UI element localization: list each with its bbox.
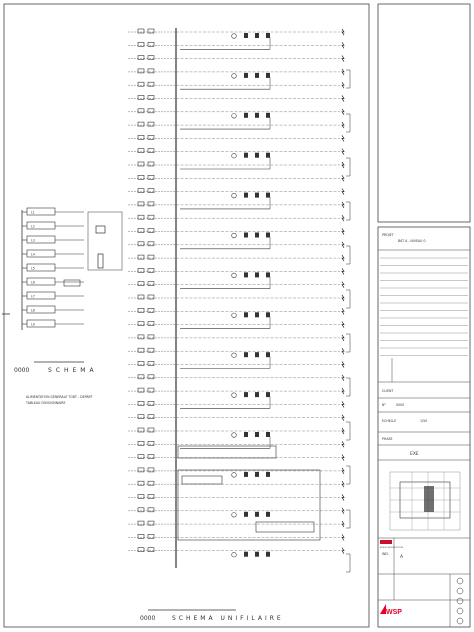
- group-bracket: [346, 290, 350, 308]
- breaker: [244, 153, 248, 158]
- breaker: [266, 153, 270, 158]
- breaker: [266, 432, 270, 437]
- protection-device: [232, 34, 237, 39]
- left-feeder: [22, 222, 84, 229]
- circuit-end-mark: [342, 335, 344, 341]
- circuit-row: [128, 149, 344, 158]
- key-plan-highlight: [424, 486, 434, 512]
- left-feeder-label: L7: [31, 294, 35, 299]
- upper-caption-prefix: 0000: [14, 367, 30, 374]
- scale-value: 1/50: [420, 419, 428, 423]
- circuit-row: [128, 109, 344, 118]
- circuit-end-mark: [342, 96, 344, 102]
- breaker: [266, 352, 270, 357]
- protection-device: [232, 233, 237, 238]
- breaker: [255, 73, 259, 78]
- client-label: CLIENT: [382, 389, 394, 393]
- group-bracket: [346, 246, 350, 264]
- drawing-no-label: N°: [382, 403, 386, 407]
- circuit-row: [128, 455, 344, 461]
- circuit-end-mark: [342, 322, 344, 328]
- group-bracket: [346, 554, 350, 572]
- breaker: [266, 312, 270, 317]
- circuit-row: [128, 348, 344, 357]
- circuit-row: [128, 237, 344, 249]
- protection-device: [232, 393, 237, 398]
- protection-device: [232, 513, 237, 518]
- circuit-end-mark: [342, 149, 344, 155]
- circuit-row: [128, 189, 344, 198]
- left-feeder-label: L6: [31, 280, 35, 285]
- company-logo: WSP: [386, 609, 402, 616]
- circuit-row: [128, 548, 344, 557]
- circuit-row: [128, 56, 344, 62]
- left-feeder: [22, 278, 84, 285]
- circuit-end-mark: [342, 548, 344, 554]
- circuit-row: [128, 495, 344, 501]
- circuit-row: [128, 255, 344, 261]
- protection-device: [232, 433, 237, 438]
- group-bracket: [346, 378, 350, 396]
- circuit-end-mark: [342, 495, 344, 501]
- breaker: [244, 272, 248, 277]
- group-bracket: [346, 158, 350, 176]
- circuit-end-mark: [342, 229, 344, 235]
- breaker: [255, 153, 259, 158]
- left-feeder-label: L4: [31, 252, 35, 257]
- group-bracket: [346, 510, 350, 528]
- protection-device: [232, 193, 237, 198]
- breaker: [255, 113, 259, 118]
- circuit-end-mark: [342, 388, 344, 394]
- breaker: [244, 392, 248, 397]
- circuit-end-mark: [342, 401, 344, 407]
- breaker: [255, 312, 259, 317]
- protection-device: [232, 473, 237, 478]
- circuit-row: [128, 157, 344, 169]
- circuit-end-mark: [342, 42, 344, 48]
- circuit-end-mark: [342, 481, 344, 487]
- revision-circle: [457, 578, 463, 584]
- protection-device: [232, 74, 237, 79]
- circuit-row: [128, 29, 344, 38]
- sub-panel-d: [256, 522, 314, 532]
- circuit-row: [128, 135, 344, 141]
- circuit-row: [128, 388, 344, 397]
- circuit-row: [128, 468, 344, 477]
- protection-device: [232, 313, 237, 318]
- circuit-end-mark: [342, 534, 344, 540]
- protection-device: [232, 114, 237, 119]
- circuit-row: [128, 396, 344, 408]
- circuit-row: [128, 268, 344, 277]
- circuit-end-mark: [342, 69, 344, 75]
- project-label: PROJET: [382, 233, 394, 237]
- breaker: [266, 113, 270, 118]
- breaker: [255, 272, 259, 277]
- protection-device: [232, 273, 237, 278]
- key-plan: [390, 472, 460, 530]
- stamp-text: BON POUR EXECUTION: [380, 547, 403, 549]
- revision-circle: [457, 618, 463, 624]
- breaker: [266, 552, 270, 557]
- meter-icon: [98, 254, 103, 268]
- group-bracket: [346, 202, 350, 220]
- left-feeder: [22, 292, 84, 299]
- circuit-end-mark: [342, 348, 344, 354]
- breaker: [266, 33, 270, 38]
- circuit-end-mark: [342, 428, 344, 434]
- circuit-end-mark: [342, 282, 344, 288]
- sub-panel-c: [182, 476, 222, 484]
- drawing-frame: [4, 4, 369, 627]
- circuit-end-mark: [342, 441, 344, 447]
- left-feeder-label: L1: [31, 210, 35, 215]
- breaker: [266, 73, 270, 78]
- circuit-end-mark: [342, 508, 344, 514]
- left-distribution-board: [22, 208, 84, 327]
- breaker: [255, 352, 259, 357]
- circuit-end-mark: [342, 415, 344, 421]
- phase-label: PHASE: [382, 437, 393, 441]
- project-ref: BAT A - NIVEAU 0: [398, 239, 426, 243]
- circuit-end-mark: [342, 468, 344, 474]
- approval-stamp: [380, 540, 392, 544]
- sub-panel-a: [178, 446, 276, 458]
- breaker: [255, 512, 259, 517]
- circuit-end-mark: [342, 362, 344, 368]
- circuit-row: [128, 436, 344, 448]
- circuit-end-mark: [342, 308, 344, 314]
- circuit-row: [128, 534, 344, 540]
- breaker: [244, 432, 248, 437]
- protection-device: [232, 153, 237, 158]
- breaker: [255, 33, 259, 38]
- breaker: [266, 233, 270, 238]
- circuit-row: [128, 175, 344, 181]
- circuit-row: [128, 415, 344, 421]
- circuit-row: [128, 96, 344, 102]
- note-line-2: TABLEAU DIVISIONNAIRE: [26, 401, 66, 405]
- breaker: [244, 312, 248, 317]
- left-feeder-label: L9: [31, 322, 35, 327]
- left-feeder: [22, 306, 84, 313]
- circuit-row: [128, 508, 344, 517]
- circuit-end-mark: [342, 375, 344, 381]
- revision-circle: [457, 608, 463, 614]
- breaker: [255, 432, 259, 437]
- breaker: [266, 392, 270, 397]
- circuit-end-mark: [342, 242, 344, 248]
- group-bracket: [346, 70, 350, 88]
- drawing-no: 0000: [396, 403, 405, 407]
- circuit-end-mark: [342, 122, 344, 128]
- protection-device: [232, 353, 237, 358]
- left-feeder-label: L5: [31, 266, 35, 271]
- breaker: [244, 552, 248, 557]
- upper-caption: SCHEMA: [48, 367, 98, 374]
- breaker: [244, 73, 248, 78]
- revision-circle: [457, 588, 463, 594]
- breaker: [255, 392, 259, 397]
- circuit-end-mark: [342, 202, 344, 208]
- revision-markers: [457, 578, 463, 624]
- circuit-row: [128, 317, 344, 329]
- group-bracket: [346, 334, 350, 352]
- circuit-end-mark: [342, 255, 344, 261]
- left-feeder-label: L3: [31, 238, 35, 243]
- circuit-row: [128, 69, 344, 78]
- circuit-end-mark: [342, 56, 344, 62]
- breaker: [266, 193, 270, 198]
- circuit-row: [128, 375, 344, 381]
- circuit-end-mark: [342, 175, 344, 181]
- circuit-row: [128, 481, 344, 487]
- circuit-row: [128, 229, 344, 238]
- breaker: [255, 233, 259, 238]
- protection-device: [232, 552, 237, 557]
- circuit-row: [128, 308, 344, 317]
- breaker: [266, 272, 270, 277]
- breaker: [255, 193, 259, 198]
- revision-circle: [457, 598, 463, 604]
- circuit-row: [128, 197, 344, 209]
- circuit-row: [128, 295, 344, 301]
- circuit-end-mark: [342, 268, 344, 274]
- circuit-end-mark: [342, 189, 344, 195]
- rev-value: A: [400, 555, 404, 560]
- circuit-end-mark: [342, 109, 344, 115]
- left-feeder: [22, 208, 84, 215]
- left-feeder-label: L8: [31, 308, 35, 313]
- circuit-end-mark: [342, 29, 344, 35]
- left-feeder: [22, 250, 84, 257]
- breaker: [244, 113, 248, 118]
- breaker: [244, 352, 248, 357]
- rev-label: IND.: [382, 552, 389, 556]
- circuit-end-mark: [342, 135, 344, 141]
- circuit-row: [128, 428, 344, 437]
- group-bracket: [346, 114, 350, 132]
- circuit-end-mark: [342, 215, 344, 221]
- group-bracket: [346, 466, 350, 484]
- left-feeder: [22, 264, 84, 271]
- circuit-end-mark: [342, 82, 344, 88]
- phase-value: EXE: [410, 452, 419, 457]
- circuit-end-mark: [342, 162, 344, 168]
- circuit-row: [128, 335, 344, 341]
- breaker: [255, 552, 259, 557]
- breaker: [244, 193, 248, 198]
- transformer-box: [88, 212, 122, 270]
- circuit-rows: [128, 29, 350, 572]
- note-line-1: ALIMENTATION GENERALE TGBT - DEPART: [26, 395, 93, 399]
- title-block-frame: [378, 227, 470, 627]
- left-breaker-block: [64, 280, 80, 286]
- scale-label: ECHELLE: [382, 419, 397, 423]
- circuit-row: [128, 77, 344, 89]
- left-feeder: [22, 236, 84, 243]
- left-feeder-label: L2: [31, 224, 35, 229]
- circuit-row: [128, 215, 344, 221]
- breaker: [244, 33, 248, 38]
- breaker: [244, 472, 248, 477]
- circuit-row: [128, 37, 344, 49]
- circuit-end-mark: [342, 295, 344, 301]
- breaker: [244, 512, 248, 517]
- left-feeder: [22, 320, 84, 327]
- breaker: [266, 472, 270, 477]
- sub-panel-b: [178, 470, 320, 540]
- legend-frame: [378, 4, 470, 222]
- breaker: [255, 472, 259, 477]
- circuit-row: [128, 277, 344, 289]
- computer-icon: [96, 226, 105, 233]
- lower-caption: SCHEMA UNIFILAIRE: [172, 615, 284, 622]
- circuit-row: [128, 357, 344, 369]
- circuit-end-mark: [342, 455, 344, 461]
- circuit-end-mark: [342, 521, 344, 527]
- circuit-row: [128, 117, 344, 129]
- lower-caption-prefix: 0000: [140, 615, 156, 622]
- group-bracket: [346, 422, 350, 440]
- breaker: [244, 233, 248, 238]
- breaker: [266, 512, 270, 517]
